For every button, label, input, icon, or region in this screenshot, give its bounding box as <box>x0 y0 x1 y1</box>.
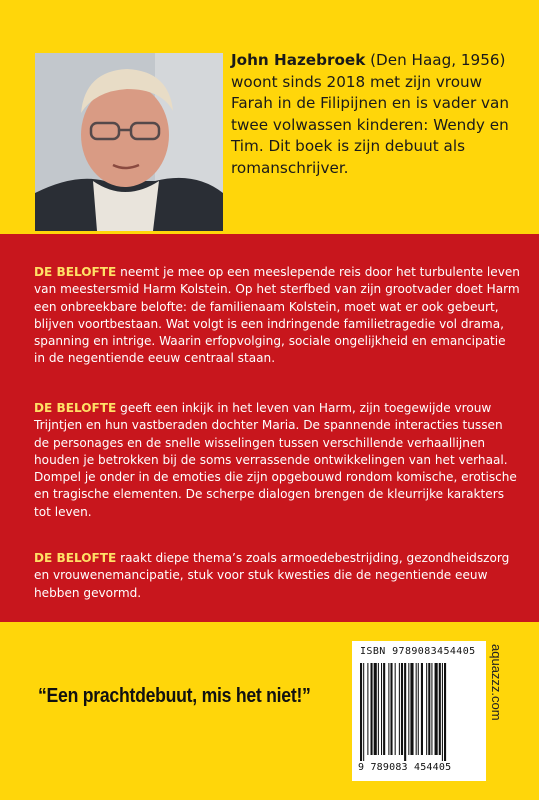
barcode-bar <box>426 663 427 755</box>
blurb-text-2: geeft een inkijk in het leven van Harm, zijn toegewijde vrouw Trijntjen en hun vastberaden dochter Maria. De spannende interacties tussen de personages en de snelle wisselingen tussen verschillende verhaallijnen houden je betrokken bij de soms verrassende ontwikkelingen van het verhaal. Dompel je onder in de emoties die zijn opgebouwd rondom komische, erotische en tragische elementen. De scherpe dialogen brengen de kleurrijke karakters tot leven. <box>34 401 517 519</box>
review-quote: “Een prachtdebuut, mis het niet!” <box>38 684 311 707</box>
blurb-title-2: DE BELOFTE <box>34 401 117 415</box>
blurb-paragraph-2 <box>34 400 520 521</box>
barcode-bar <box>374 663 377 755</box>
barcode-bar <box>360 663 362 761</box>
barcode-bar <box>383 663 385 755</box>
barcode-bar <box>363 663 364 761</box>
barcode-bar <box>371 663 373 755</box>
author-bio <box>231 50 521 180</box>
back-cover-footer <box>0 622 539 800</box>
author-portrait-illustration <box>35 53 223 231</box>
barcode-bar <box>395 663 396 755</box>
blurb-paragraph-3 <box>34 550 520 602</box>
barcode-bar <box>408 663 409 755</box>
barcode-bar <box>401 663 403 755</box>
barcode-digits: 9 789083 454405 <box>358 762 452 773</box>
barcode-bar <box>442 663 443 761</box>
barcode-bar <box>421 663 423 755</box>
barcode-bar <box>416 663 417 755</box>
blurb-section <box>0 234 539 622</box>
barcode-icon <box>358 663 482 761</box>
author-photo <box>35 53 223 231</box>
blurb-title-3: DE BELOFTE <box>34 551 117 565</box>
barcode-bar <box>390 663 392 755</box>
barcode-bar <box>388 663 389 755</box>
barcode-bar <box>404 663 406 761</box>
blurb-text-1: neemt je mee op een meeslepende reis door het turbulente leven van meestersmid Harm Kolstein. Op het sterfbed van zijn grootvader doet Harm een onbreekbare belofte: de familienaam Kolstein, moet wat er ook gebeurt, blijven voortbestaan. Wat volgt is een indringende familietragedie vol drama, spanning en intrige. Waarin erfopvolging, sociale ongelijkheid en emancipatie in de negentiende eeuw centraal staan. <box>34 265 520 366</box>
barcode-bar <box>439 663 441 755</box>
barcode-bar <box>367 663 368 755</box>
barcode-bar <box>444 663 446 761</box>
author-name: John Hazebroek <box>231 51 366 69</box>
barcode-box <box>352 641 486 781</box>
barcode-bar <box>435 663 438 755</box>
barcode-bar <box>381 663 382 755</box>
author-section <box>0 0 539 234</box>
blurb-title-1: DE BELOFTE <box>34 265 117 279</box>
barcode-bar <box>431 663 432 755</box>
publisher-url: aquazzz.com <box>489 644 504 721</box>
publisher-label <box>486 644 508 774</box>
blurb-text-3: raakt diepe thema’s zoals armoedebestrijding, gezondheidszorg en vrouwenemancipatie, stuk voor stuk kwesties die de negentiende eeuw hebben gevormd. <box>34 551 510 600</box>
barcode-bar <box>428 663 430 755</box>
barcode-bar <box>410 663 413 755</box>
isbn-label: ISBN 9789083454405 <box>360 646 476 657</box>
barcode-bar <box>399 663 400 755</box>
barcode-bar <box>378 663 379 755</box>
barcode-bar <box>418 663 419 755</box>
author-bio-text: (Den Haag, 1956) woont sinds 2018 met zijn vrouw Farah in de Filipijnen en is vader van twee volwassen kinderen: Wendy en Tim. Dit boek is zijn debuut als romanschrijver. <box>231 51 509 177</box>
blurb-paragraph-1 <box>34 264 520 368</box>
